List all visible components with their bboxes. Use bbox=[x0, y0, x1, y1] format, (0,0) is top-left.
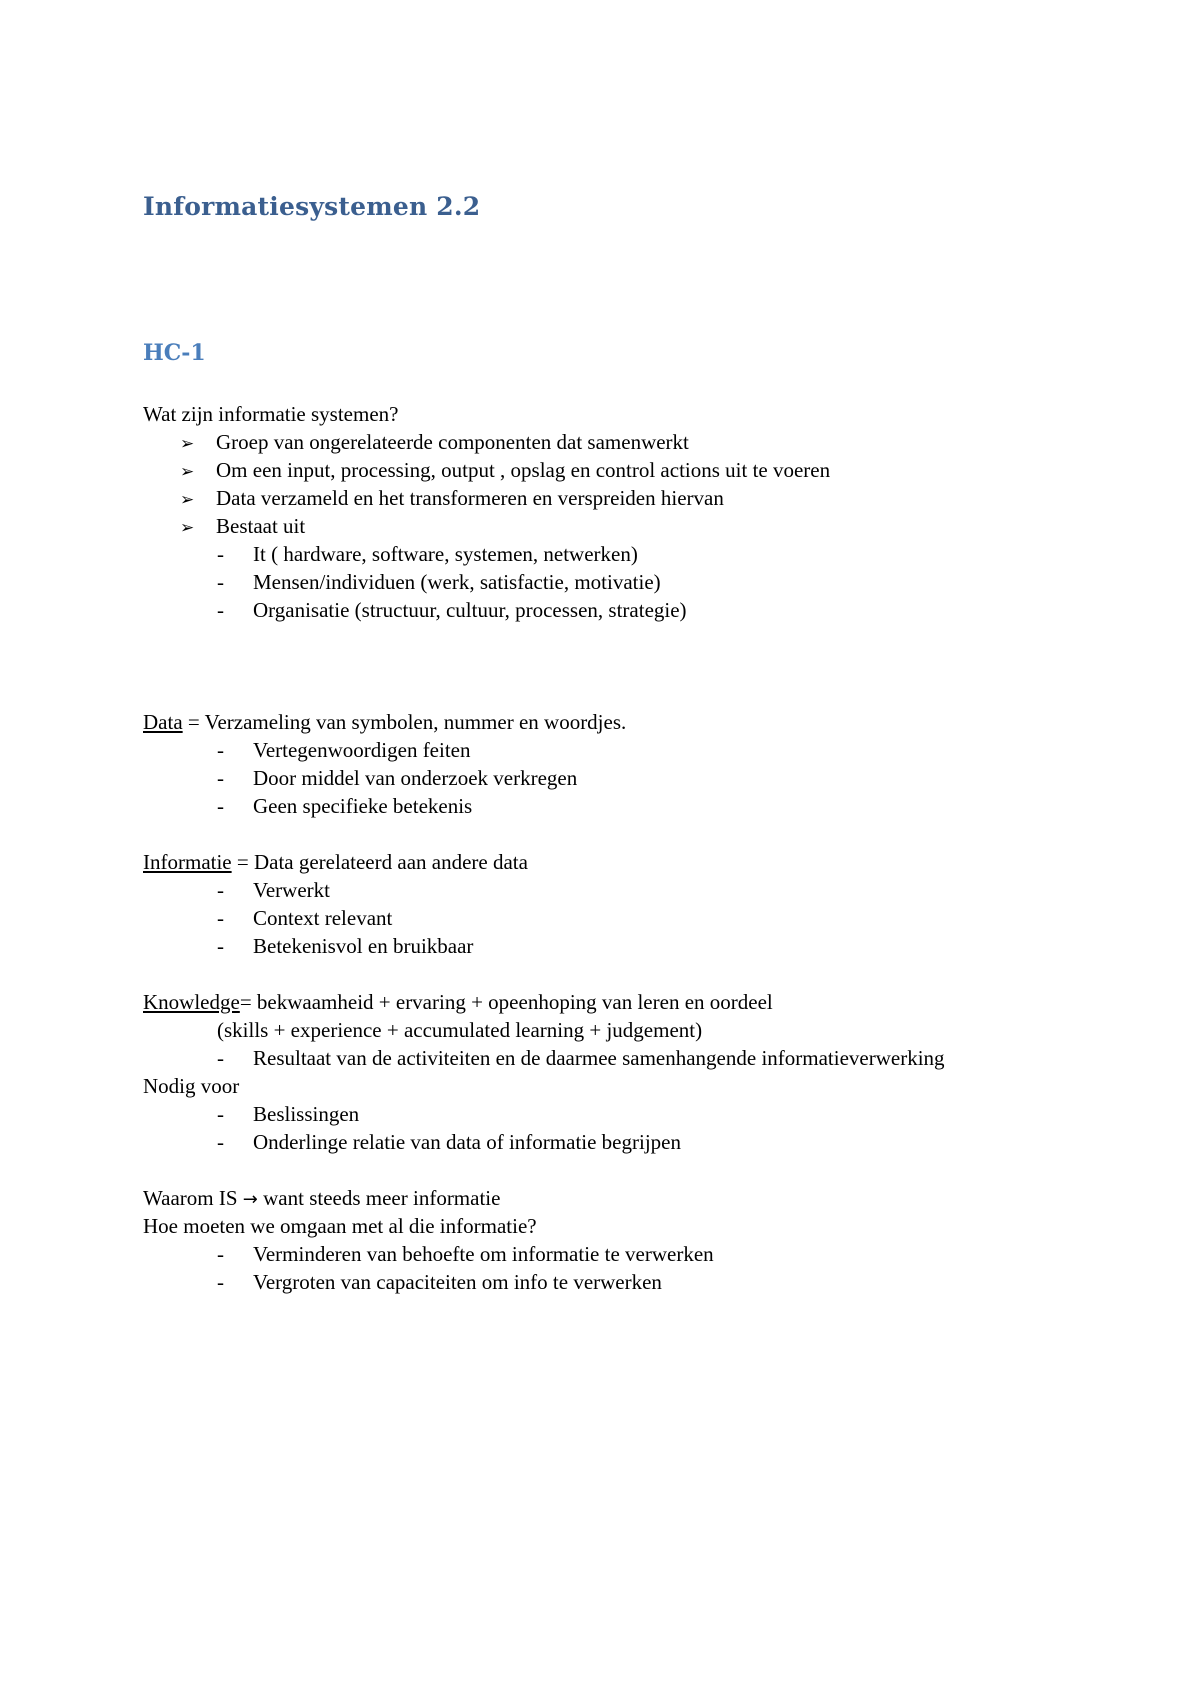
dash-marker: - bbox=[217, 878, 224, 902]
dash-item bbox=[217, 736, 471, 764]
dash-marker: - bbox=[217, 570, 224, 594]
bullet-item bbox=[180, 512, 305, 542]
definition-data bbox=[143, 708, 626, 736]
bullet-text: Data verzameld en het transformeren en verspreiden hiervan bbox=[216, 486, 724, 510]
bullet-arrow-icon: ➢ bbox=[180, 490, 195, 510]
bullet-item bbox=[180, 484, 724, 514]
dash-item bbox=[217, 792, 472, 820]
english-translation: (skills + experience + accumulated learning + judgement) bbox=[217, 1018, 703, 1042]
bullet-item bbox=[180, 456, 830, 486]
dash-marker: - bbox=[217, 1242, 224, 1266]
dash-marker: - bbox=[217, 906, 224, 930]
dash-marker: - bbox=[217, 766, 224, 790]
definition-text: = bekwaamheid + ervaring + opeenhoping van leren en oordeel bbox=[239, 990, 773, 1014]
dash-text: Verwerkt bbox=[253, 878, 330, 902]
dash-item bbox=[217, 540, 638, 568]
definition-term: Informatie bbox=[143, 850, 232, 874]
dash-marker: - bbox=[217, 794, 224, 818]
dash-item bbox=[217, 596, 687, 624]
dash-text: Verminderen van behoefte om informatie te verwerken bbox=[253, 1242, 714, 1266]
dash-item bbox=[217, 904, 392, 932]
dash-text: Mensen/individuen (werk, satisfactie, motivatie) bbox=[253, 570, 661, 594]
dash-text: Vertegenwoordigen feiten bbox=[253, 738, 471, 762]
needed-for-label: Nodig voor bbox=[143, 1074, 240, 1098]
dash-marker: - bbox=[217, 1046, 224, 1070]
bullet-text: Bestaat uit bbox=[216, 514, 306, 538]
dash-text: Onderlinge relatie van data of informatie begrijpen bbox=[253, 1130, 681, 1154]
dash-text: Geen specifieke betekenis bbox=[253, 794, 473, 818]
dash-text: Beslissingen bbox=[253, 1102, 360, 1126]
definition-text: = Verzameling van symbolen, nummer en woordjes. bbox=[182, 710, 627, 734]
dash-item bbox=[217, 876, 330, 904]
dash-marker: - bbox=[217, 598, 224, 622]
question-text: Wat zijn informatie systemen? bbox=[143, 402, 399, 426]
bullet-arrow-icon: ➢ bbox=[180, 518, 195, 538]
dash-marker: - bbox=[217, 738, 224, 762]
dash-item bbox=[217, 1268, 662, 1296]
arrow-right-icon: → bbox=[242, 1189, 258, 1210]
dash-text: Vergroten van capaciteiten om info te verwerken bbox=[253, 1270, 662, 1294]
why-question: Hoe moeten we omgaan met al die informatie? bbox=[143, 1214, 537, 1238]
dash-marker: - bbox=[217, 1130, 224, 1154]
dash-marker: - bbox=[217, 934, 224, 958]
why-prefix: Waarom IS bbox=[143, 1186, 243, 1210]
definition-knowledge bbox=[143, 988, 773, 1016]
why-suffix: want steeds meer informatie bbox=[257, 1186, 501, 1210]
dash-item bbox=[217, 568, 661, 596]
dash-item bbox=[217, 1240, 714, 1268]
dash-text: Organisatie (structuur, cultuur, processen, strategie) bbox=[253, 598, 687, 622]
dash-marker: - bbox=[217, 1270, 224, 1294]
dash-item bbox=[217, 764, 577, 792]
dash-marker: - bbox=[217, 542, 224, 566]
why-line bbox=[143, 1184, 500, 1214]
bullet-arrow-icon: ➢ bbox=[180, 462, 195, 482]
definition-term: Data bbox=[143, 710, 183, 734]
dash-text: Context relevant bbox=[253, 906, 393, 930]
dash-text: Resultaat van de activiteiten en de daarmee samenhangende informatieverwerking bbox=[253, 1046, 945, 1070]
dash-text: Betekenisvol en bruikbaar bbox=[253, 934, 474, 958]
bullet-text: Groep van ongerelateerde componenten dat samenwerkt bbox=[216, 430, 689, 454]
dash-item bbox=[217, 1100, 359, 1128]
bullet-item bbox=[180, 428, 689, 458]
dash-text: Door middel van onderzoek verkregen bbox=[253, 766, 578, 790]
definition-term: Knowledge bbox=[143, 990, 240, 1014]
definition-text: = Data gerelateerd aan andere data bbox=[231, 850, 528, 874]
dash-item bbox=[217, 1044, 945, 1072]
definition-informatie bbox=[143, 848, 528, 876]
bullet-arrow-icon: ➢ bbox=[180, 434, 195, 454]
document-title: Informatiesystemen 2.2 bbox=[143, 192, 481, 221]
dash-marker: - bbox=[217, 1102, 224, 1126]
section-heading: HC-1 bbox=[143, 340, 206, 366]
dash-text: It ( hardware, software, systemen, netwerken) bbox=[253, 542, 638, 566]
dash-item bbox=[217, 932, 473, 960]
bullet-text: Om een input, processing, output , opslag en control actions uit te voeren bbox=[216, 458, 831, 482]
dash-item bbox=[217, 1128, 681, 1156]
